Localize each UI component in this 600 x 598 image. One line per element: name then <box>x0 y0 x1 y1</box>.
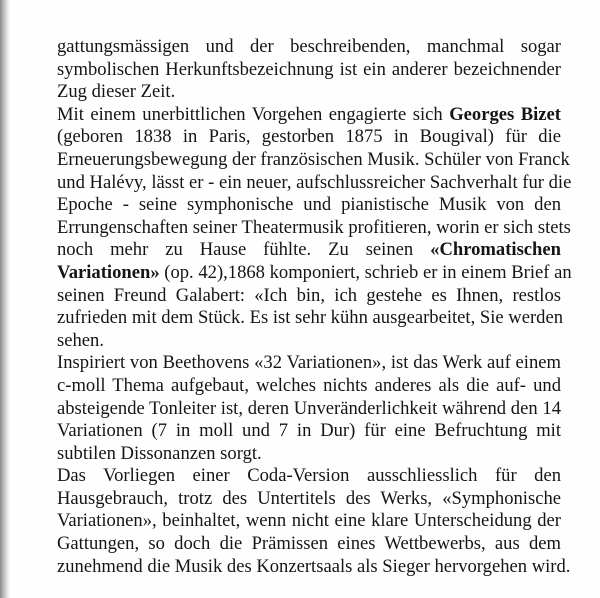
text-line <box>57 533 561 556</box>
text-run: Zug dieser Zeit. <box>57 81 176 103</box>
text-run: zunehmend die Musik des Konzertsaals als Sieger hervorgehen wird. <box>57 555 571 577</box>
text-run: c-moll Thema aufgebaut, welches nichts anderes als die auf- und <box>57 374 561 396</box>
text-run: Variationen (7 in moll und 7 in Dur) für eine Befruchtung mit <box>57 420 561 442</box>
page-binding-shadow <box>0 0 10 598</box>
text-line <box>57 465 561 488</box>
text-run: zufrieden mit dem Stück. Es ist sehr kühn ausgearbeitet, Sie werden <box>57 307 564 329</box>
text-line <box>57 261 572 285</box>
text-run: Errungenschaften seiner Theatermusik profitieren, worin er sich stets <box>57 216 571 238</box>
text-line <box>57 239 561 262</box>
text-line <box>57 171 572 195</box>
text-line <box>57 555 571 579</box>
text-line <box>57 194 561 217</box>
text-run: und Halévy, lässt er - ein neuer, aufschlussreicher Sachverhalt fur die <box>57 171 572 193</box>
text-run: absteigende Tonleiter ist, deren Unveränderlichkeit während den 14 <box>57 397 561 419</box>
text-line <box>57 36 561 59</box>
text-line <box>57 216 571 240</box>
bold-text: Variationen» <box>57 261 160 283</box>
text-line <box>57 420 561 443</box>
text-run: Hausgebrauch, trotz des Untertitels des Werks, «Symphonische <box>57 487 561 509</box>
text-line <box>57 375 561 398</box>
text-run: (geboren 1838 in Paris, gestorben 1875 in Bougival) für die <box>57 126 561 148</box>
bold-text: Georges Bizet <box>449 103 562 125</box>
text-run: Gattungen, so doch die Prämissen eines Wettbewerbs, aus dem <box>57 533 561 555</box>
text-run: Variationen», beinhaltet, wenn nicht eine klare Unterscheidung der <box>57 510 561 532</box>
text-run: Das Vorliegen einer Coda-Version ausschliesslich für den <box>57 465 561 487</box>
text-line <box>57 285 561 308</box>
text-line <box>57 104 561 127</box>
text-line <box>57 352 561 375</box>
text-line <box>57 398 561 421</box>
bold-text: «Chromatischen <box>430 239 561 261</box>
text-run: sehen. <box>57 329 104 351</box>
text-line <box>57 488 561 511</box>
text-line <box>57 148 570 172</box>
text-run: Epoche - seine symphonische und pianistische Musik von den <box>57 194 561 216</box>
text-run: gattungsmässigen und der beschreibenden, manchmal sogar <box>57 36 561 57</box>
text-line <box>57 307 564 330</box>
text-run: (op. 42),1868 komponiert, schrieb er in einem Brief an <box>159 261 572 283</box>
text-run: Inspiriert von Beethovens «32 Variationen», ist das Werk auf einem <box>57 352 561 374</box>
text-line <box>57 59 561 82</box>
text-line <box>57 126 561 149</box>
text-line <box>57 443 561 466</box>
text-line <box>57 330 561 353</box>
text-run: noch mehr zu Hause fühlte. Zu seinen <box>57 239 431 261</box>
text-line <box>57 510 561 533</box>
text-run: subtilen Dissonanzen sorgt. <box>57 442 262 464</box>
text-run: Erneuerungsbewegung der französischen Musik. Schüler von Franck <box>57 148 570 170</box>
text-run: symbolischen Herkunftsbezeichnung ist ein anderer bezeichnender <box>57 58 561 80</box>
text-run: Mit einem unerbittlichen Vorgehen engagierte sich <box>57 103 450 125</box>
text-run: seinen Freund Galabert: «Ich bin, ich gestehe es Ihnen, restlos <box>57 284 561 306</box>
document-body <box>57 36 572 578</box>
text-line <box>57 81 561 104</box>
